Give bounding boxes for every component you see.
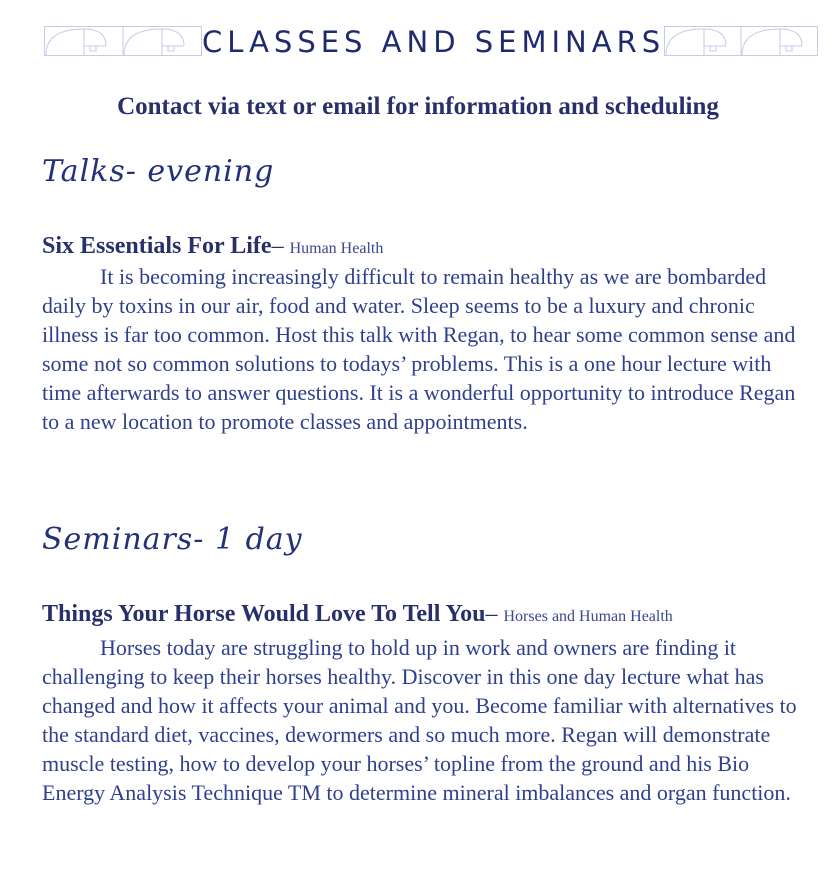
page-title: CLASSES AND SEMINARS: [202, 25, 666, 59]
seminar-description: Horses today are struggling to hold up in work and owners are finding it challenging to keep their horses healthy. Discover in this one day lecture what has changed and how it affects your animal and you. Become familiar with alternatives to the standard diet, vaccines, dewormers and so much more. Regan will demonstrate muscle testing, how to develop your horses’ topline from the ground and his Bio Energy Analysis Technique TM to determine mineral imbalances and organ function.: [42, 635, 797, 805]
talk-name: Six Essentials For Life: [42, 233, 272, 259]
contact-line: Contact via text or email for information and scheduling: [117, 93, 719, 120]
golden-spiral-ornament-left: [44, 26, 202, 56]
section-heading-seminars: Seminars- 1 day: [42, 522, 303, 557]
page-banner: [0, 22, 836, 62]
golden-spiral-ornament-right: [664, 26, 818, 56]
seminar-title-horse: [42, 598, 673, 633]
title-separator: –: [485, 601, 504, 627]
title-separator: –: [271, 233, 290, 259]
talk-description: It is becoming increasingly difficult to remain healthy as we are bombarded daily by toxins in our air, food and water. Sleep seems to be a luxury and chronic illness is far too common. Host this talk with Regan, to hear some common sense and some not so common solutions to todays’ problems. This is a one hour lecture with time afterwards to answer questions. It is a wonderful opportunity to introduce Regan to a new location to promote classes and appointments.: [42, 264, 796, 434]
section-heading-talks: Talks- evening: [42, 154, 275, 189]
seminar-audience: Horses and Human Health: [503, 608, 673, 625]
talk-audience: Human Health: [289, 240, 384, 257]
talk-title-six-essentials: [42, 230, 383, 265]
seminar-name: Things Your Horse Would Love To Tell You: [42, 601, 486, 627]
